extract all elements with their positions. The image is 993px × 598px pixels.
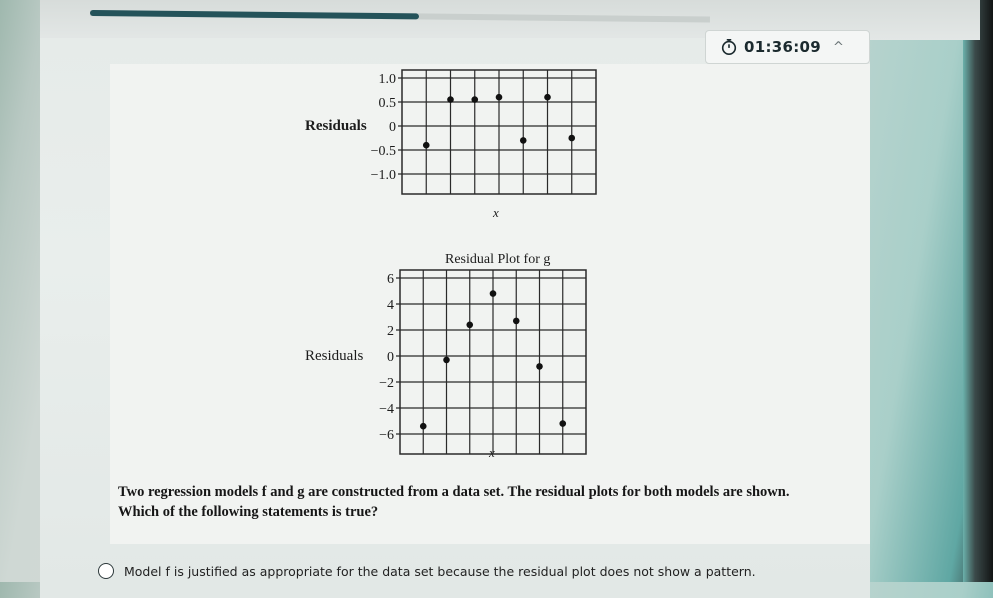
data-point-g bbox=[443, 357, 450, 364]
data-point-f bbox=[423, 142, 430, 149]
chart-title-g: Residual Plot for g bbox=[445, 252, 551, 267]
ylabel-g: Residuals bbox=[305, 348, 364, 364]
radio-button[interactable] bbox=[98, 563, 114, 579]
question-text: Two regression models f and g are constructed from a data set. The residual plots for both models are shown. Which of the following statements is true? bbox=[118, 484, 790, 520]
data-point-g bbox=[536, 363, 543, 370]
data-point-g bbox=[466, 322, 473, 329]
tick-label-g: 6 bbox=[387, 272, 394, 287]
ylabel-f: Residuals bbox=[305, 118, 367, 134]
chevron-up-icon[interactable]: ^ bbox=[833, 39, 844, 55]
tick-label-g: 2 bbox=[387, 324, 394, 339]
tick-label-g: 0 bbox=[387, 350, 394, 365]
data-point-g bbox=[490, 290, 497, 297]
data-point-f bbox=[568, 135, 575, 142]
tick-label-g: 4 bbox=[387, 298, 394, 313]
stopwatch-icon bbox=[720, 38, 738, 56]
data-point-f bbox=[544, 94, 551, 101]
tick-label-f: −1.0 bbox=[370, 168, 396, 183]
tick-label-g: −4 bbox=[379, 402, 394, 417]
xlabel-g: x bbox=[489, 445, 495, 460]
timer-text: 01:36:09 bbox=[744, 38, 822, 56]
data-point-f bbox=[471, 96, 478, 103]
residual-plot-f bbox=[290, 60, 610, 225]
screen-bezel bbox=[963, 0, 993, 582]
data-point-f bbox=[496, 94, 503, 101]
tick-label-f: 1.0 bbox=[378, 72, 396, 87]
data-point-f bbox=[520, 137, 527, 144]
tick-label-g: −6 bbox=[379, 428, 394, 443]
answer-option-text: Model f is justified as appropriate for the data set because the residual plot does not show a pattern. bbox=[124, 563, 756, 579]
residual-plot-g bbox=[290, 245, 610, 465]
tick-label-g: −2 bbox=[379, 376, 394, 391]
tick-label-f: −0.5 bbox=[370, 144, 396, 159]
tick-label-f: 0 bbox=[389, 120, 396, 135]
data-point-g bbox=[513, 318, 520, 325]
data-point-f bbox=[447, 96, 454, 103]
tick-label-f: 0.5 bbox=[378, 96, 396, 111]
timer[interactable] bbox=[705, 30, 870, 64]
xlabel-f: x bbox=[493, 205, 499, 220]
data-point-g bbox=[559, 420, 566, 427]
data-point-g bbox=[420, 423, 427, 430]
answer-option-a[interactable] bbox=[98, 563, 756, 579]
